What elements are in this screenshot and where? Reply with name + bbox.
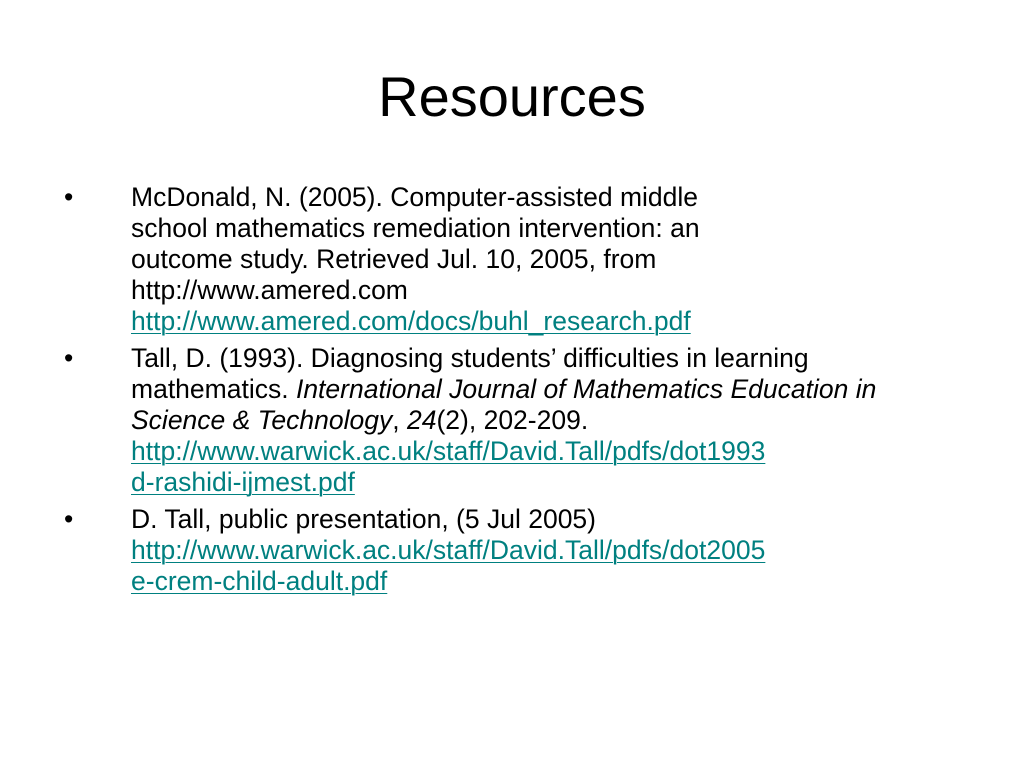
- reference-text-line: http://www.amered.com: [131, 275, 408, 305]
- separator: ,: [392, 405, 407, 435]
- bullet-icon: •: [64, 504, 74, 534]
- reference-text-line: outcome study. Retrieved Jul. 10, 2005, from: [131, 244, 657, 274]
- reference-link-part[interactable]: http://www.warwick.ac.uk/staff/David.Tall/pdfs/dot2005: [131, 535, 766, 565]
- reference-link[interactable]: http://www.amered.com/docs/buhl_research.pdf: [131, 306, 691, 336]
- reference-link-part[interactable]: http://www.warwick.ac.uk/staff/David.Tall/pdfs/dot1993: [131, 436, 766, 466]
- reference-link-part[interactable]: d-rashidi-ijmest.pdf: [131, 467, 355, 497]
- reference-item: [60, 504, 960, 597]
- reference-text: [131, 343, 876, 435]
- journal-name: International Journal of Mathematics Education in Science & Technology: [131, 374, 877, 435]
- references-list: [60, 182, 960, 603]
- reference-item: [60, 343, 960, 498]
- reference-link-part[interactable]: e-crem-child-adult.pdf: [131, 566, 388, 596]
- bullet-icon: •: [64, 182, 74, 212]
- journal-volume: 24: [406, 405, 437, 435]
- reference-text: D. Tall, public presentation, (5 Jul 2005): [131, 504, 596, 534]
- reference-text-line: school mathematics remediation intervention: an: [131, 213, 700, 243]
- issue-pages: (2), 202-209.: [436, 405, 589, 435]
- slide-title: Resources: [378, 65, 646, 128]
- reference-text-line: McDonald, N. (2005). Computer-assisted middle: [131, 182, 699, 212]
- bullet-icon: •: [64, 343, 74, 373]
- reference-item: [60, 182, 960, 337]
- reference-authors-title: Tall, D. (1993). Diagnosing students’ difficulties in learning mathematics.: [131, 343, 809, 404]
